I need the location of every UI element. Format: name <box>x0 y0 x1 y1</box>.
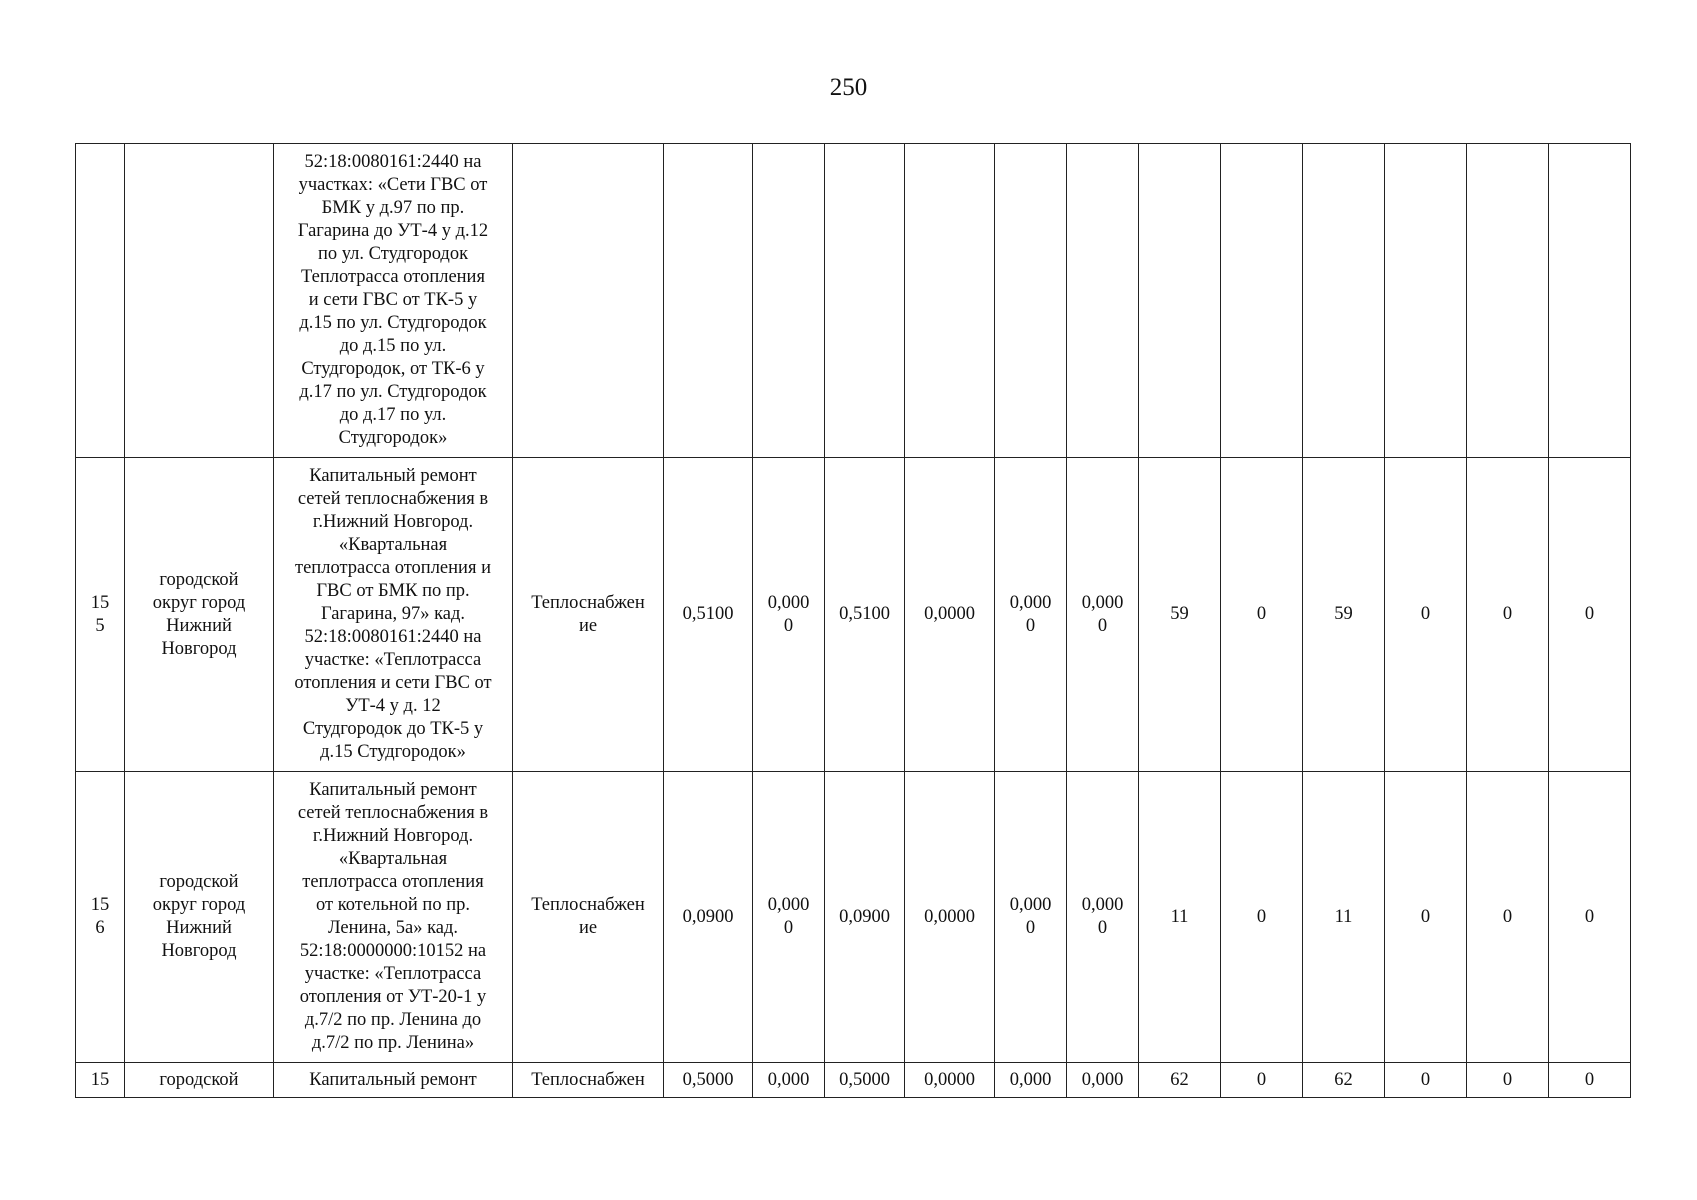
cell-value <box>1067 144 1139 458</box>
cell-value: 0 <box>1385 772 1467 1063</box>
cell-municipality: городской <box>125 1063 274 1098</box>
cell-value: 0,5100 <box>825 458 905 772</box>
cell-value: 0 <box>1549 1063 1631 1098</box>
cell-no: 15 <box>76 1063 125 1098</box>
cell-value: 0 <box>1549 772 1631 1063</box>
cell-value: 0,000 <box>1067 1063 1139 1098</box>
cell-value: 0 <box>1467 1063 1549 1098</box>
cell-value <box>825 144 905 458</box>
cell-sector <box>513 144 664 458</box>
cell-description: 52:18:0080161:2440 на участках: «Сети ГВС от БМК у д.97 по пр. Гагарина до УТ-4 у д.12 по ул. Студгородок Теплотрасса отопления и сети ГВС от ТК-5 у д.15 по ул. Студгородок до д.15 по ул. Студгородок, от ТК-6 у д.17 по ул. Студгородок до д.17 по ул. Студгородок» <box>274 144 513 458</box>
table-row <box>76 144 1631 458</box>
cell-value: 0 <box>1221 772 1303 1063</box>
cell-value: 0,0900 <box>825 772 905 1063</box>
cell-value: 11 <box>1303 772 1385 1063</box>
cell-municipality: городской округ город Нижний Новгород <box>125 772 274 1063</box>
cell-value: 0 <box>1549 458 1631 772</box>
cell-value: 0,5100 <box>664 458 753 772</box>
cell-no: 15 5 <box>76 458 125 772</box>
cell-municipality: городской округ город Нижний Новгород <box>125 458 274 772</box>
page-number: 250 <box>829 74 868 101</box>
cell-sector: Теплоснабжен <box>513 1063 664 1098</box>
cell-value: 0 <box>1385 1063 1467 1098</box>
cell-value <box>905 144 995 458</box>
cell-value: 62 <box>1303 1063 1385 1098</box>
cell-value: 0,0900 <box>664 772 753 1063</box>
table-row <box>76 458 1631 772</box>
cell-value: 0 <box>1385 458 1467 772</box>
cell-value: 0,000 0 <box>753 458 825 772</box>
cell-value <box>1303 144 1385 458</box>
table-row <box>76 1063 1631 1098</box>
cell-municipality <box>125 144 274 458</box>
cell-value: 0,000 0 <box>1067 772 1139 1063</box>
cell-value: 0 <box>1221 458 1303 772</box>
cell-value: 0,000 0 <box>753 772 825 1063</box>
cell-value <box>1549 144 1631 458</box>
cell-value <box>753 144 825 458</box>
cell-value: 0,000 0 <box>995 772 1067 1063</box>
cell-value: 0,0000 <box>905 458 995 772</box>
cell-no: 15 6 <box>76 772 125 1063</box>
cell-value: 0 <box>1467 458 1549 772</box>
cell-description: Капитальный ремонт <box>274 1063 513 1098</box>
cell-value <box>1221 144 1303 458</box>
cell-value: 59 <box>1303 458 1385 772</box>
table-row <box>76 772 1631 1063</box>
cell-value <box>995 144 1067 458</box>
cell-value: 0,0000 <box>905 772 995 1063</box>
cell-description: Капитальный ремонт сетей теплоснабжения в г.Нижний Новгород. «Квартальная теплотрасса отопления и ГВС от БМК по пр. Гагарина, 97» кад. 52:18:0080161:2440 на участке: «Теплотрасса отопления и сети ГВС от УТ-4 у д. 12 Студгородок до ТК-5 у д.15 Студгородок» <box>274 458 513 772</box>
cell-value: 0,5000 <box>825 1063 905 1098</box>
cell-value: 0,000 <box>753 1063 825 1098</box>
cell-value <box>664 144 753 458</box>
cell-value: 0 <box>1467 772 1549 1063</box>
cell-value: 0,5000 <box>664 1063 753 1098</box>
cell-value: 62 <box>1139 1063 1221 1098</box>
cell-no <box>76 144 125 458</box>
cell-description: Капитальный ремонт сетей теплоснабжения в г.Нижний Новгород. «Квартальная теплотрасса отопления от котельной по пр. Ленина, 5а» кад. 52:18:0000000:10152 на участке: «Теплотрасса отопления от УТ-20-1 у д.7/2 по пр. Ленина до д.7/2 по пр. Ленина» <box>274 772 513 1063</box>
cell-sector: Теплоснабжен ие <box>513 772 664 1063</box>
cell-sector: Теплоснабжен ие <box>513 458 664 772</box>
cell-value: 0,0000 <box>905 1063 995 1098</box>
cell-value <box>1139 144 1221 458</box>
data-table <box>75 143 1631 1098</box>
cell-value: 11 <box>1139 772 1221 1063</box>
cell-value: 0,000 <box>995 1063 1067 1098</box>
cell-value <box>1467 144 1549 458</box>
cell-value: 0 <box>1221 1063 1303 1098</box>
cell-value: 0,000 0 <box>1067 458 1139 772</box>
cell-value <box>1385 144 1467 458</box>
cell-value: 59 <box>1139 458 1221 772</box>
cell-value: 0,000 0 <box>995 458 1067 772</box>
